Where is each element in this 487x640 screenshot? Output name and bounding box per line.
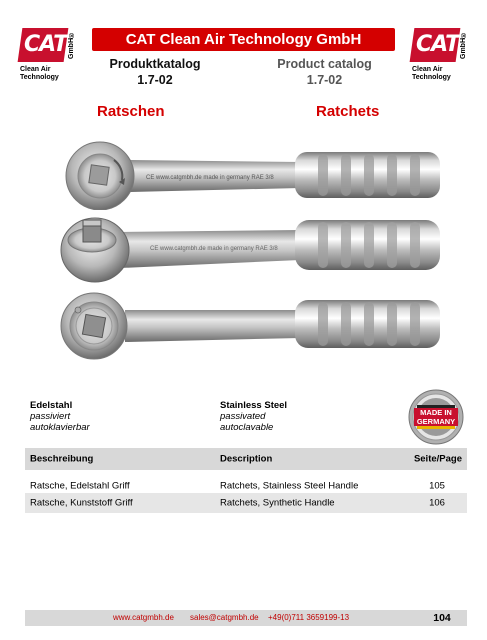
logo-text: CAT	[24, 32, 68, 57]
catalog-label-de	[100, 56, 210, 88]
footer-website-link[interactable]: www.catgmbh.de	[113, 613, 174, 622]
logo-subtitle: Clean Air Technology	[20, 66, 59, 81]
company-title: CAT Clean Air Technology GmbH	[125, 31, 362, 48]
row-description-en: Ratchets, Stainless Steel Handle	[220, 480, 359, 492]
catalog-number-en: 1.7-02	[306, 73, 343, 87]
catalog-title-en: Product catalog	[277, 57, 372, 71]
table-header	[25, 448, 467, 470]
section-title-en: Ratchets	[316, 103, 380, 120]
ratchet-engraving-1: CE www.catgmbh.de made in germany RAE 3/8	[146, 175, 274, 181]
material-info-de	[30, 400, 90, 433]
company-title-bar	[92, 28, 395, 51]
ratchet-image-2	[0, 210, 487, 290]
column-header-description-en: Description	[220, 453, 273, 465]
material-line2-en: autoclavable	[220, 422, 274, 433]
company-logo-right	[412, 28, 470, 82]
row-description-de: Ratsche, Edelstahl Griff	[30, 480, 130, 492]
material-info-en	[220, 400, 287, 433]
row-description-en: Ratchets, Synthetic Handle	[220, 497, 335, 509]
section-title-de: Ratschen	[97, 103, 165, 120]
material-line1-en: passivated	[220, 411, 266, 422]
catalog-number-de: 1.7-02	[137, 73, 173, 87]
catalog-title-de: Produktkatalog	[109, 57, 201, 71]
ratchet-image-1	[0, 140, 487, 210]
row-page-link[interactable]: 105	[429, 480, 445, 492]
column-header-description-de: Beschreibung	[30, 453, 94, 465]
badge-top-text: MADE IN	[420, 408, 452, 417]
material-heading-de: Edelstahl	[30, 400, 73, 411]
made-in-germany-badge	[408, 389, 464, 445]
material-heading-en: Stainless Steel	[220, 400, 288, 411]
table-row[interactable]	[25, 493, 467, 513]
column-header-page: Seite/Page	[413, 453, 462, 465]
ratchet-image-3	[0, 290, 487, 360]
company-logo-left	[20, 28, 78, 82]
row-description-de: Ratsche, Kunststoff Griff	[30, 497, 133, 509]
badge-bottom-text: GERMANY	[416, 417, 456, 426]
logo-text: CAT	[416, 32, 460, 57]
ratchet-engraving-2: CE www.catgmbh.de made in germany RAE 3/8	[150, 246, 278, 252]
logo-gmbh: GmbH®	[460, 31, 467, 59]
page-number: 104	[433, 612, 451, 624]
logo-gmbh: GmbH®	[68, 31, 75, 59]
row-page-link[interactable]: 106	[429, 497, 445, 509]
footer-email-link[interactable]: sales@catgmbh.de	[190, 613, 259, 622]
material-line1-de: passiviert	[30, 411, 71, 422]
material-line2-de: autoklavierbar	[30, 422, 90, 433]
catalog-label-en	[267, 56, 382, 88]
page-footer	[25, 610, 467, 626]
footer-phone: +49(0)711 3659199-13	[268, 613, 350, 622]
logo-subtitle: Clean Air Technology	[412, 66, 451, 81]
